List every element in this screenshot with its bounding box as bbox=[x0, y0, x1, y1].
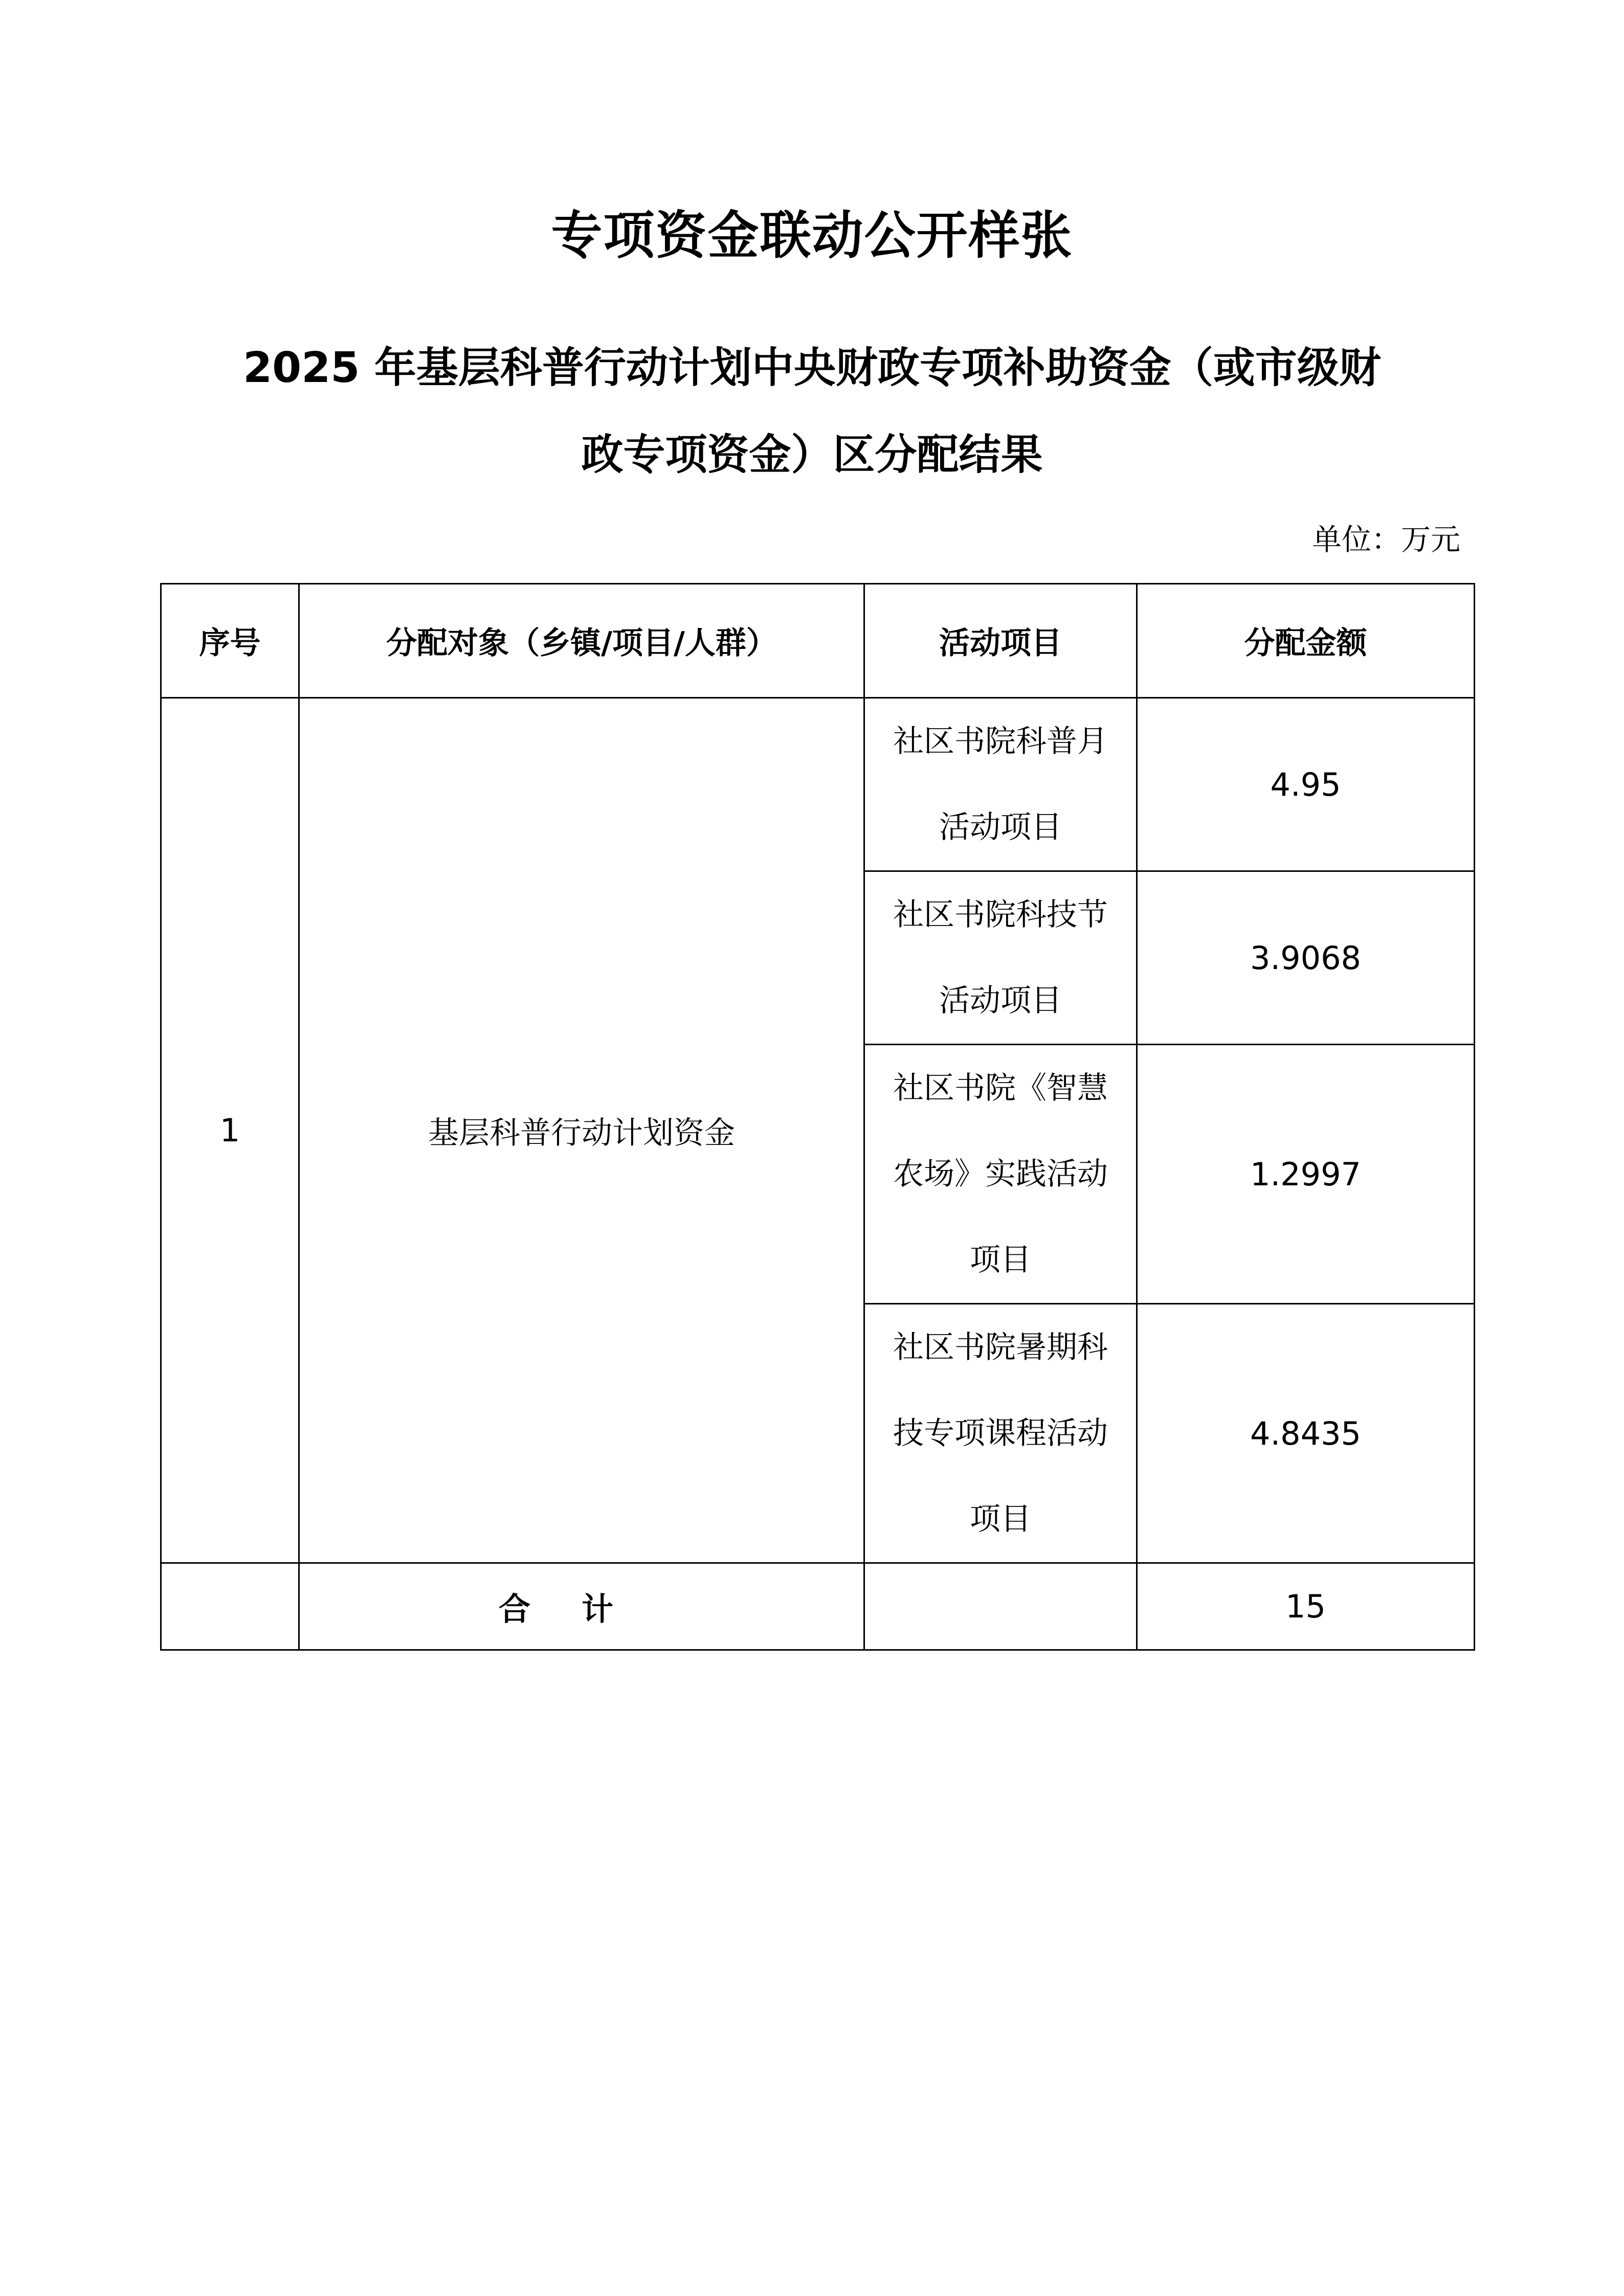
activity-name: 社区书院科技节活动项目 bbox=[893, 897, 1108, 1019]
unit-label: 单位：万元 bbox=[1311, 522, 1460, 557]
activity-name: 社区书院科普月活动项目 bbox=[893, 724, 1108, 845]
activity-cell bbox=[864, 1304, 1137, 1563]
amount-cell: 4.8435 bbox=[1137, 1304, 1475, 1563]
activity-cell bbox=[864, 871, 1137, 1045]
table-header-row bbox=[161, 584, 1475, 698]
header-amount: 分配金额 bbox=[1137, 584, 1475, 698]
amount-cell: 3.9068 bbox=[1137, 871, 1475, 1045]
total-row bbox=[161, 1563, 1475, 1650]
allocation-table bbox=[160, 583, 1475, 1651]
activity-cell bbox=[864, 698, 1137, 871]
amount-cell: 1.2997 bbox=[1137, 1045, 1475, 1304]
total-amount: 15 bbox=[1137, 1563, 1475, 1650]
activity-cell bbox=[864, 1045, 1137, 1304]
row-index: 1 bbox=[161, 698, 299, 1563]
subtitle-line-2: 政专项资金）区分配结果 bbox=[581, 431, 1043, 479]
total-label: 合计 bbox=[299, 1563, 864, 1650]
table-row bbox=[161, 698, 1475, 871]
header-target: 分配对象（乡镇/项目/人群） bbox=[299, 584, 864, 698]
header-activity: 活动项目 bbox=[864, 584, 1137, 698]
amount-cell: 4.95 bbox=[1137, 698, 1475, 871]
activity-name: 社区书院《智慧农场》实践活动项目 bbox=[893, 1070, 1108, 1278]
subtitle-line-1: 2025 年基层科普行动计划中央财政专项补助资金（或市级财 bbox=[243, 344, 1381, 392]
total-index-cell bbox=[161, 1563, 299, 1650]
header-index: 序号 bbox=[161, 584, 299, 698]
row-target: 基层科普行动计划资金 bbox=[299, 698, 864, 1563]
document-title: 专项资金联动公开样张 bbox=[551, 205, 1073, 265]
activity-name: 社区书院暑期科技专项课程活动项目 bbox=[893, 1330, 1108, 1537]
total-activity-cell bbox=[864, 1563, 1137, 1650]
